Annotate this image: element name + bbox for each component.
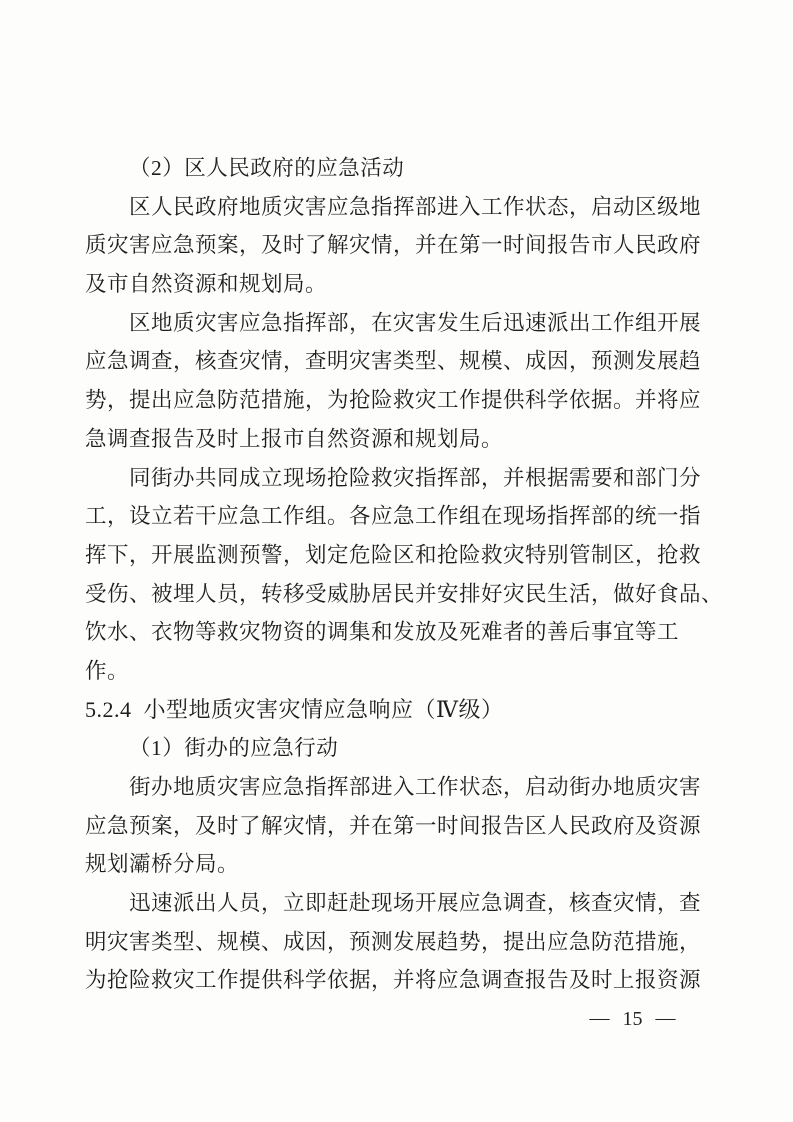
text-line: 为抢险救灾工作提供科学依据，并将应急调查报告及时上报资源	[85, 968, 702, 993]
text-line: 作。	[85, 658, 130, 683]
section-heading: 5.2.4 小型地质灾害灾情应急响应（Ⅳ级）	[85, 696, 504, 722]
text-line: 饮水、衣物等救灾物资的调集和发放及死难者的善后事宜等工	[85, 620, 680, 645]
text-line: 规划灞桥分局。	[85, 852, 240, 877]
text-line: 急调查报告及时上报市自然资源和规划局。	[85, 426, 504, 451]
text-line: 同街办共同成立现场抢险救灾指挥部，并根据需要和部门分	[129, 465, 702, 490]
text-line: 质灾害应急预案，及时了解灾情，并在第一时间报告市人民政府	[85, 233, 702, 258]
document-body	[85, 149, 724, 1000]
text-line: 街办地质灾害应急指挥部进入工作状态，启动街办地质灾害	[129, 775, 702, 799]
text-line: 区地质灾害应急指挥部，在灾害发生后迅速派出工作组开展	[129, 310, 702, 335]
text-line: （2）区人民政府的应急活动	[129, 156, 405, 180]
text-line: 应急预案，及时了解灾情，并在第一时间报告区人民政府及资源	[85, 813, 702, 838]
text-line: 工，设立若干应急工作组。各应急工作组在现场指挥部的统一指	[85, 504, 702, 529]
text-line: 受伤、被埋人员，转移受威胁居民并安排好灾民生活，做好食品、	[85, 581, 724, 606]
text-line: 迅速派出人员，立即赶赴现场开展应急调查，核查灾情，查	[129, 891, 702, 916]
text-line: 挥下，开展监测预警，划定危险区和抢险救灾特别管制区，抢救	[85, 542, 702, 567]
text-line: 明灾害类型、规模、成因，预测发展趋势，提出应急防范措施，	[85, 929, 702, 954]
text-line: （1）街办的应急行动	[129, 736, 339, 761]
page-footer	[560, 1003, 705, 1035]
footer-left-dash: —	[589, 1006, 610, 1029]
page-number: 15	[622, 1007, 643, 1030]
footer-right-dash: —	[655, 1006, 676, 1029]
text-line: 区人民政府地质灾害应急指挥部进入工作状态，启动区级地	[129, 194, 702, 219]
text-line: 势，提出应急防范措施，为抢险救灾工作提供科学依据。并将应	[85, 388, 702, 413]
text-line: 及市自然资源和规划局。	[85, 272, 328, 297]
text-line: 应急调查，核查灾情，查明灾害类型、规模、成因，预测发展趋	[85, 349, 702, 374]
